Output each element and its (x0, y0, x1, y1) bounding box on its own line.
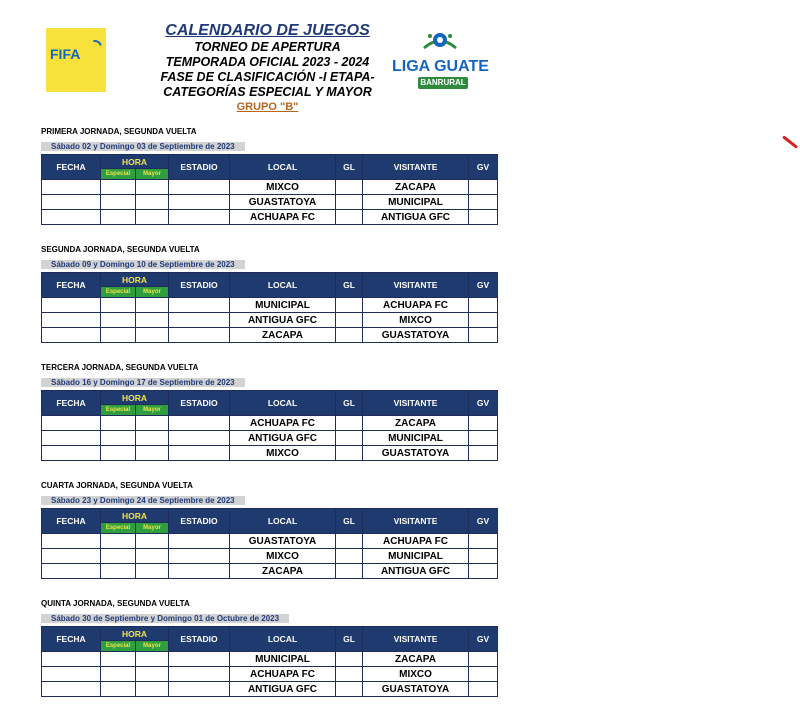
gv-cell[interactable] (469, 416, 498, 431)
table-header-row (42, 391, 498, 405)
estadio-cell[interactable] (169, 446, 230, 461)
fecha-cell[interactable] (42, 667, 101, 682)
especial-header: Especial (101, 405, 136, 416)
match-row (42, 416, 498, 431)
gl-header: GL (336, 273, 363, 298)
estadio-cell[interactable] (169, 682, 230, 697)
visitante-header: VISITANTE (363, 273, 469, 298)
local-team: MIXCO (230, 180, 336, 195)
gv-cell[interactable] (469, 431, 498, 446)
especial-header: Especial (101, 641, 136, 652)
gl-cell[interactable] (336, 195, 363, 210)
local-header: LOCAL (230, 391, 336, 416)
local-team: ACHUAPA FC (230, 667, 336, 682)
jornada-title: PRIMERA JORNADA, SEGUNDA VUELTA (41, 127, 197, 136)
hora-mayor-cell[interactable] (136, 549, 169, 564)
hora-especial-cell[interactable] (101, 431, 136, 446)
gl-header: GL (336, 509, 363, 534)
gv-header: GV (469, 273, 498, 298)
local-team: ANTIGUA GFC (230, 431, 336, 446)
gv-header: GV (469, 155, 498, 180)
local-team: ZACAPA (230, 328, 336, 343)
gv-cell[interactable] (469, 667, 498, 682)
mayor-header: Mayor (136, 405, 169, 416)
hora-header: HORA (101, 509, 169, 523)
gl-cell[interactable] (336, 667, 363, 682)
fecha-cell[interactable] (42, 328, 101, 343)
hora-especial-cell[interactable] (101, 667, 136, 682)
fecha-cell[interactable] (42, 446, 101, 461)
visitante-team: ZACAPA (363, 180, 469, 195)
jornada-section (41, 599, 497, 697)
fecha-cell[interactable] (42, 431, 101, 446)
visitante-team: ZACAPA (363, 416, 469, 431)
jornada-date: Sábado 16 y Domingo 17 de Septiembre de 2023 (41, 378, 245, 387)
estadio-cell[interactable] (169, 667, 230, 682)
hora-mayor-cell[interactable] (136, 313, 169, 328)
liga-logo-text: LIGA GUATE (392, 58, 489, 75)
local-team: MIXCO (230, 549, 336, 564)
hora-especial-cell[interactable] (101, 313, 136, 328)
gl-cell[interactable] (336, 210, 363, 225)
gl-cell[interactable] (336, 431, 363, 446)
liga-guate-logo (392, 30, 494, 92)
estadio-cell[interactable] (169, 431, 230, 446)
hora-mayor-cell[interactable] (136, 298, 169, 313)
local-header: LOCAL (230, 627, 336, 652)
fecha-header: FECHA (42, 627, 101, 652)
local-team: ANTIGUA GFC (230, 682, 336, 697)
especial-header: Especial (101, 169, 136, 180)
estadio-cell[interactable] (169, 549, 230, 564)
gv-cell[interactable] (469, 313, 498, 328)
gv-cell[interactable] (469, 549, 498, 564)
fecha-cell[interactable] (42, 652, 101, 667)
estadio-header: ESTADIO (169, 627, 230, 652)
visitante-team: GUASTATOYA (363, 682, 469, 697)
gv-cell[interactable] (469, 195, 498, 210)
hora-especial-cell[interactable] (101, 416, 136, 431)
gl-cell[interactable] (336, 682, 363, 697)
gl-cell[interactable] (336, 180, 363, 195)
match-row (42, 210, 498, 225)
gl-header: GL (336, 391, 363, 416)
match-row (42, 195, 498, 210)
liga-sponsor-text: BANRURAL (418, 77, 468, 89)
gl-cell[interactable] (336, 534, 363, 549)
gl-cell[interactable] (336, 313, 363, 328)
hora-mayor-cell[interactable] (136, 667, 169, 682)
match-row (42, 564, 498, 579)
match-row (42, 298, 498, 313)
local-header: LOCAL (230, 273, 336, 298)
visitante-team: MUNICIPAL (363, 195, 469, 210)
visitante-team: ZACAPA (363, 652, 469, 667)
hora-header: HORA (101, 155, 169, 169)
estadio-cell[interactable] (169, 180, 230, 195)
mayor-header: Mayor (136, 287, 169, 298)
fecha-header: FECHA (42, 155, 101, 180)
fecha-cell[interactable] (42, 313, 101, 328)
estadio-header: ESTADIO (169, 155, 230, 180)
fifa-swirl-icon (85, 37, 104, 56)
gv-cell[interactable] (469, 298, 498, 313)
match-table (41, 626, 498, 697)
gv-cell[interactable] (469, 210, 498, 225)
hora-especial-cell[interactable] (101, 328, 136, 343)
fecha-header: FECHA (42, 391, 101, 416)
gl-cell[interactable] (336, 564, 363, 579)
estadio-cell[interactable] (169, 195, 230, 210)
fecha-cell[interactable] (42, 210, 101, 225)
hora-mayor-cell[interactable] (136, 652, 169, 667)
table-header-row (42, 509, 498, 523)
visitante-team: ACHUAPA FC (363, 298, 469, 313)
hora-especial-cell[interactable] (101, 652, 136, 667)
gv-header: GV (469, 391, 498, 416)
fecha-cell[interactable] (42, 682, 101, 697)
visitante-team: MIXCO (363, 313, 469, 328)
match-row (42, 667, 498, 682)
fecha-cell[interactable] (42, 534, 101, 549)
hora-mayor-cell[interactable] (136, 210, 169, 225)
hora-especial-cell[interactable] (101, 682, 136, 697)
gv-header: GV (469, 509, 498, 534)
hora-mayor-cell[interactable] (136, 446, 169, 461)
soccer-ball-icon (422, 30, 458, 58)
estadio-cell[interactable] (169, 298, 230, 313)
match-row (42, 313, 498, 328)
gl-cell[interactable] (336, 549, 363, 564)
estadio-cell[interactable] (169, 416, 230, 431)
gv-cell[interactable] (469, 180, 498, 195)
jornada-title: TERCERA JORNADA, SEGUNDA VUELTA (41, 363, 199, 372)
gl-cell[interactable] (336, 298, 363, 313)
estadio-cell[interactable] (169, 313, 230, 328)
match-row (42, 652, 498, 667)
local-team: MUNICIPAL (230, 298, 336, 313)
match-row (42, 180, 498, 195)
match-table (41, 390, 498, 461)
gl-cell[interactable] (336, 328, 363, 343)
estadio-cell[interactable] (169, 328, 230, 343)
especial-header: Especial (101, 287, 136, 298)
fifa-logo-text: FIFA (50, 46, 81, 62)
estadio-cell[interactable] (169, 564, 230, 579)
local-team: GUASTATOYA (230, 534, 336, 549)
gv-cell[interactable] (469, 682, 498, 697)
visitante-team: MIXCO (363, 667, 469, 682)
visitante-header: VISITANTE (363, 391, 469, 416)
gl-header: GL (336, 627, 363, 652)
hora-header: HORA (101, 391, 169, 405)
fecha-cell[interactable] (42, 298, 101, 313)
visitante-team: ACHUAPA FC (363, 534, 469, 549)
hora-especial-cell[interactable] (101, 180, 136, 195)
local-header: LOCAL (230, 509, 336, 534)
match-row (42, 446, 498, 461)
fecha-cell[interactable] (42, 564, 101, 579)
hora-especial-cell[interactable] (101, 298, 136, 313)
jornada-title: SEGUNDA JORNADA, SEGUNDA VUELTA (41, 245, 200, 254)
page-title: CALENDARIO DE JUEGOS (165, 22, 370, 39)
visitante-team: MUNICIPAL (363, 431, 469, 446)
estadio-header: ESTADIO (169, 273, 230, 298)
hora-especial-cell[interactable] (101, 210, 136, 225)
jornada-date: Sábado 02 y Domingo 03 de Septiembre de 2023 (41, 142, 245, 151)
visitante-header: VISITANTE (363, 509, 469, 534)
header-line-1: TORNEO DE APERTURA (194, 40, 341, 54)
gv-header: GV (469, 627, 498, 652)
match-row (42, 549, 498, 564)
match-row (42, 682, 498, 697)
especial-header: Especial (101, 523, 136, 534)
visitante-team: ANTIGUA GFC (363, 210, 469, 225)
match-row (42, 328, 498, 343)
document-header (140, 22, 395, 114)
gv-cell[interactable] (469, 564, 498, 579)
match-table (41, 508, 498, 579)
estadio-header: ESTADIO (169, 391, 230, 416)
hora-especial-cell[interactable] (101, 195, 136, 210)
gl-cell[interactable] (336, 652, 363, 667)
fecha-cell[interactable] (42, 195, 101, 210)
visitante-team: ANTIGUA GFC (363, 564, 469, 579)
gv-cell[interactable] (469, 446, 498, 461)
jornada-date: Sábado 30 de Septiembre y Domingo 01 de Octubre de 2023 (41, 614, 289, 623)
grupo-label: GRUPO "B" (236, 101, 299, 113)
fecha-cell[interactable] (42, 416, 101, 431)
hora-especial-cell[interactable] (101, 446, 136, 461)
hora-header: HORA (101, 273, 169, 287)
fecha-cell[interactable] (42, 180, 101, 195)
local-team: ZACAPA (230, 564, 336, 579)
hora-mayor-cell[interactable] (136, 431, 169, 446)
gv-cell[interactable] (469, 652, 498, 667)
gv-cell[interactable] (469, 328, 498, 343)
hora-mayor-cell[interactable] (136, 682, 169, 697)
local-team: MUNICIPAL (230, 652, 336, 667)
gl-cell[interactable] (336, 416, 363, 431)
hora-mayor-cell[interactable] (136, 180, 169, 195)
table-header-row (42, 155, 498, 169)
hora-mayor-cell[interactable] (136, 534, 169, 549)
visitante-team: GUASTATOYA (363, 328, 469, 343)
visitante-team: GUASTATOYA (363, 446, 469, 461)
match-table (41, 154, 498, 225)
visitante-team: MUNICIPAL (363, 549, 469, 564)
local-team: MIXCO (230, 446, 336, 461)
hora-mayor-cell[interactable] (136, 416, 169, 431)
match-table (41, 272, 498, 343)
local-team: ACHUAPA FC (230, 416, 336, 431)
jornada-section (41, 127, 497, 225)
gl-header: GL (336, 155, 363, 180)
hora-mayor-cell[interactable] (136, 195, 169, 210)
hora-especial-cell[interactable] (101, 564, 136, 579)
estadio-cell[interactable] (169, 534, 230, 549)
fecha-header: FECHA (42, 509, 101, 534)
match-row (42, 431, 498, 446)
local-team: ANTIGUA GFC (230, 313, 336, 328)
hora-header: HORA (101, 627, 169, 641)
hora-mayor-cell[interactable] (136, 564, 169, 579)
fifa-logo (46, 28, 106, 92)
gl-cell[interactable] (336, 446, 363, 461)
jornada-section (41, 481, 497, 579)
hora-especial-cell[interactable] (101, 549, 136, 564)
jornada-section (41, 245, 497, 343)
table-header-row (42, 627, 498, 641)
estadio-cell[interactable] (169, 210, 230, 225)
fecha-header: FECHA (42, 273, 101, 298)
red-mark (782, 135, 798, 148)
mayor-header: Mayor (136, 169, 169, 180)
mayor-header: Mayor (136, 641, 169, 652)
match-row (42, 534, 498, 549)
visitante-header: VISITANTE (363, 155, 469, 180)
local-header: LOCAL (230, 155, 336, 180)
gv-cell[interactable] (469, 534, 498, 549)
mayor-header: Mayor (136, 523, 169, 534)
jornada-title: CUARTA JORNADA, SEGUNDA VUELTA (41, 481, 193, 490)
jornada-title: QUINTA JORNADA, SEGUNDA VUELTA (41, 599, 190, 608)
estadio-header: ESTADIO (169, 509, 230, 534)
estadio-cell[interactable] (169, 652, 230, 667)
hora-mayor-cell[interactable] (136, 328, 169, 343)
header-line-2: TEMPORADA OFICIAL 2023 - 2024 (165, 55, 370, 69)
header-line-3: FASE DE CLASIFICACIÓN -I ETAPA- (160, 70, 375, 84)
fecha-cell[interactable] (42, 549, 101, 564)
local-team: GUASTATOYA (230, 195, 336, 210)
header-line-4: CATEGORÍAS ESPECIAL Y MAYOR (163, 85, 372, 99)
visitante-header: VISITANTE (363, 627, 469, 652)
hora-especial-cell[interactable] (101, 534, 136, 549)
jornada-date: Sábado 23 y Domingo 24 de Septiembre de 2023 (41, 496, 245, 505)
jornada-section (41, 363, 497, 461)
local-team: ACHUAPA FC (230, 210, 336, 225)
table-header-row (42, 273, 498, 287)
jornada-date: Sábado 09 y Domingo 10 de Septiembre de 2023 (41, 260, 245, 269)
